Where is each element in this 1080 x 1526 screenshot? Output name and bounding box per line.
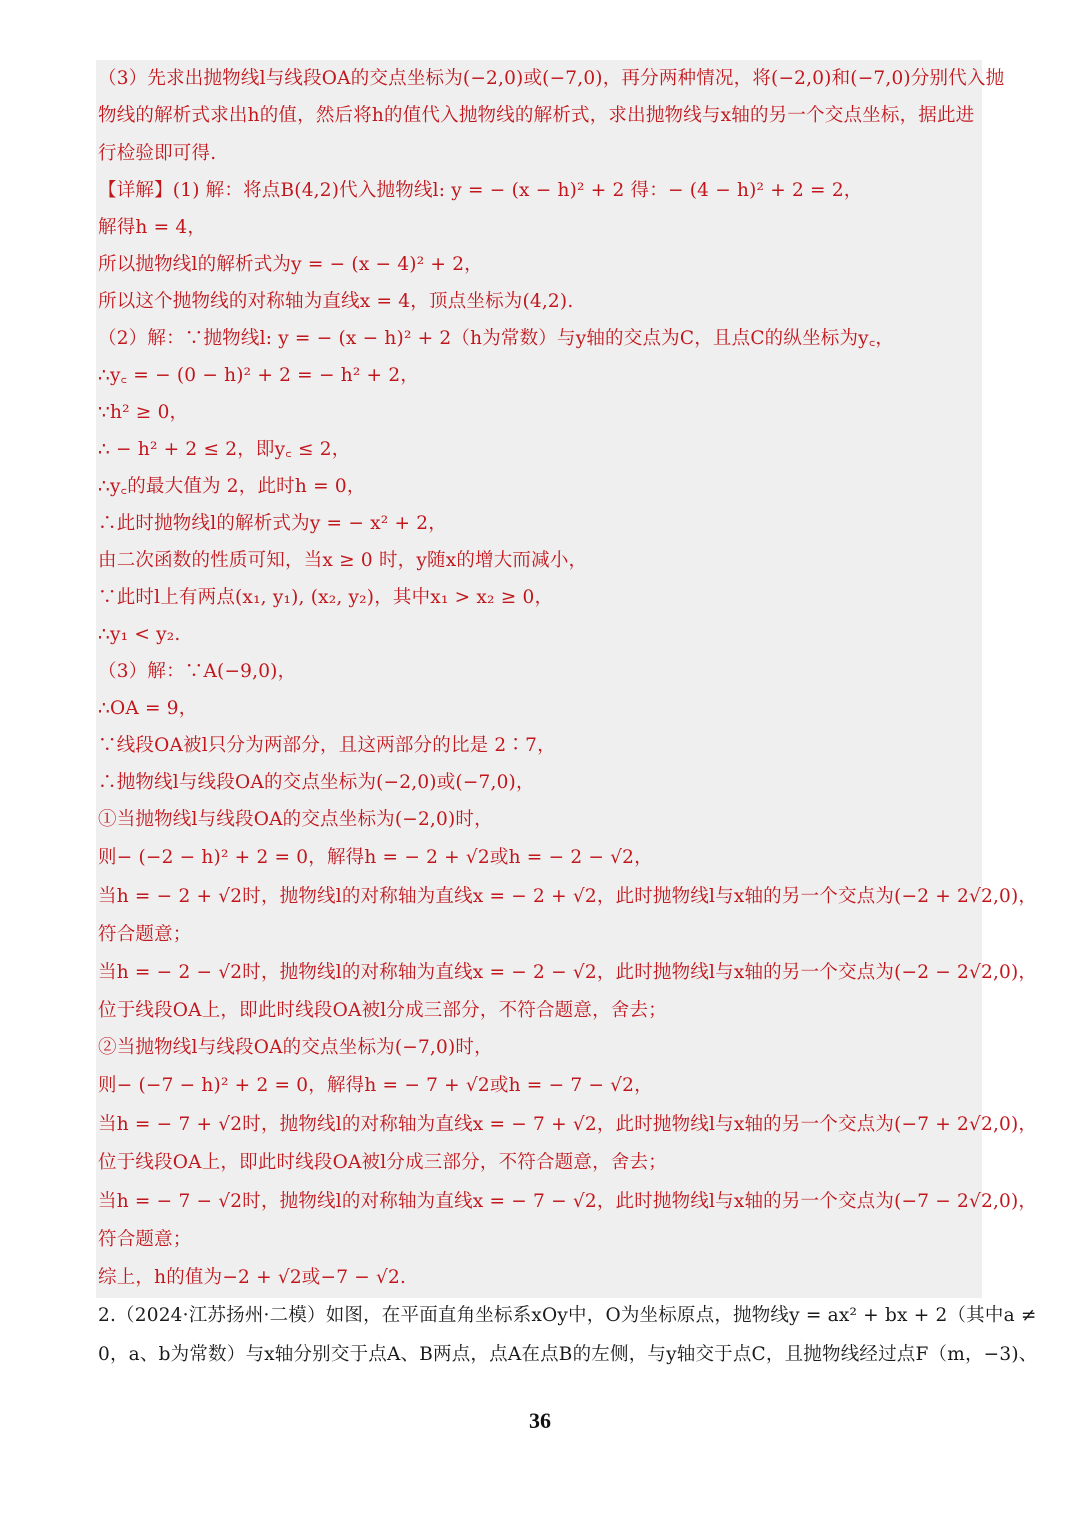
question-line: 2.（2024·江苏扬州·二模）如图，在平面直角坐标系xOy中，O为坐标原点，抛物线y = ax² + bx + 2（其中a ≠ [98,1305,1037,1326]
solution-line: 符合题意； [98,924,192,945]
solution-line: ∴y꜀的最大值为 2，此时h = 0， [98,476,366,497]
solution-line: ∵h² ≥ 0， [98,402,189,423]
solution-line: 由二次函数的性质可知，当x ≥ 0 时，y随x的增大而减小， [98,550,588,571]
solution-line: 位于线段OA上，即此时线段OA被l分成三部分，不符合题意，舍去； [98,1152,667,1173]
solution-line: 物线的解析式求出h的值，然后将h的值代入抛物线的解析式，求出抛物线与x轴的另一个交点坐标，据此进 [98,105,975,126]
solution-line: ∴y꜀ = − (0 − h)² + 2 = − h² + 2， [98,365,420,386]
solution-line: ②当抛物线l与线段OA的交点坐标为(−7,0)时， [98,1037,493,1058]
solution-line: 【详解】(1) 解：将点B(4,2)代入抛物线l: y = − (x − h)² + 2 得：− (4 − h)² + 2 = 2， [98,180,863,201]
solution-line: ∴此时抛物线l的解析式为y = − x² + 2， [98,513,447,534]
solution-line: ∴y₁ < y₂. [98,624,181,645]
solution-line: （3）先求出抛物线l与线段OA的交点坐标为(−2,0)或(−7,0)，再分两种情况，将(−2,0)和(−7,0)分别代入抛 [98,68,1005,89]
solution-line: 解得h = 4， [98,217,207,238]
solution-line: ∴ − h² + 2 ≤ 2，即y꜀ ≤ 2， [98,439,351,460]
solution-line: 符合题意； [98,1229,192,1250]
solution-line: 所以抛物线l的解析式为y = − (x − 4)² + 2， [98,254,483,275]
solution-line: ∴OA = 9， [98,698,198,719]
solution-line: 当h = − 7 + √2时，抛物线l的对称轴为直线x = − 7 + √2，此时抛物线l与x轴的另一个交点为(−7 + 2√2,0)， [98,1114,1038,1135]
solution-line: 当h = − 2 − √2时，抛物线l的对称轴为直线x = − 2 − √2，此时抛物线l与x轴的另一个交点为(−2 − 2√2,0)， [98,962,1038,983]
solution-line: 所以这个抛物线的对称轴为直线x = 4，顶点坐标为(4,2). [98,291,574,312]
solution-line: 行检验即可得. [98,143,217,164]
solution-line: （3）解：∵A(−9,0)， [98,661,297,682]
solution-line: ∵此时l上有两点(x₁, y₁), (x₂, y₂)，其中x₁ > x₂ ≥ 0， [98,587,554,608]
question-line: 0，a、b为常数）与x轴分别交于点A、B两点，点A在点B的左侧，与y轴交于点C，且抛物线经过点F（m，−3)、 [98,1344,1038,1365]
solution-line: ∴抛物线l与线段OA的交点坐标为(−2,0)或(−7,0)， [98,772,535,793]
solution-line: 当h = − 7 − √2时，抛物线l的对称轴为直线x = − 7 − √2，此时抛物线l与x轴的另一个交点为(−7 − 2√2,0)， [98,1191,1038,1212]
solution-line: 综上，h的值为−2 + √2或−7 − √2. [98,1267,407,1288]
solution-line: ①当抛物线l与线段OA的交点坐标为(−2,0)时， [98,809,493,830]
page-number: 36 [529,1408,551,1433]
solution-line: 则− (−2 − h)² + 2 = 0，解得h = − 2 + √2或h = − 2 − √2， [98,847,653,868]
solution-line: 则− (−7 − h)² + 2 = 0，解得h = − 7 + √2或h = − 7 − √2， [98,1075,653,1096]
solution-line: ∵线段OA被l只分为两部分，且这两部分的比是 2∶7， [98,735,556,756]
solution-line: （2）解：∵抛物线l: y = − (x − h)² + 2（h为常数）与y轴的交点为C，且点C的纵坐标为y꜀， [98,328,895,349]
solution-line: 位于线段OA上，即此时线段OA被l分成三部分，不符合题意，舍去； [98,1000,667,1021]
solution-line: 当h = − 2 + √2时，抛物线l的对称轴为直线x = − 2 + √2，此时抛物线l与x轴的另一个交点为(−2 + 2√2,0)， [98,886,1038,907]
